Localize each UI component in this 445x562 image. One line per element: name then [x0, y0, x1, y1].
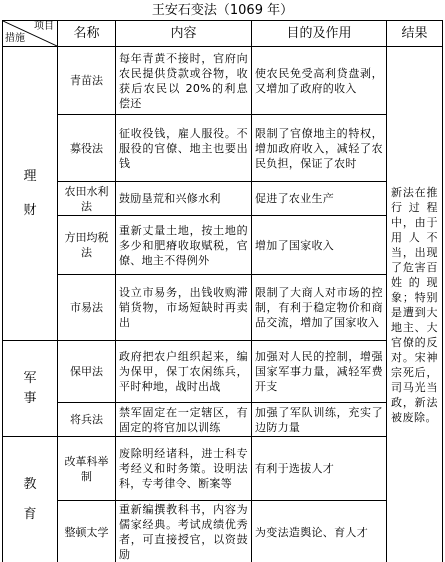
reform-name: 保甲法	[58, 341, 116, 403]
reform-name: 将兵法	[58, 403, 116, 437]
diagonal-header-cell	[3, 21, 58, 47]
table-row	[3, 182, 443, 216]
category-finance: 理 财	[3, 47, 58, 341]
reform-content: 重新编撰教科书，内容为儒家经典。考试成绩优秀者，可直接授官，以资鼓励	[116, 501, 252, 562]
page-title: 王安石变法（1069 年）	[151, 3, 294, 18]
reform-table	[2, 20, 443, 562]
reform-purpose: 促进了农业生产	[252, 182, 387, 216]
header-name: 名称	[58, 21, 116, 47]
reform-content: 鼓励垦荒和兴修水利	[116, 182, 252, 216]
reform-content: 重新丈量土地，按土地的多少和肥瘠收取赋税，官僚、地主不得例外	[116, 216, 252, 275]
reform-name: 整顿太学	[58, 501, 116, 562]
table-row	[3, 115, 443, 182]
reform-purpose: 限制了官僚地主的特权，增加政府收入，减轻了农民负担，保证了农时	[252, 115, 387, 182]
reform-name: 方田均税法	[58, 216, 116, 275]
reform-purpose: 限制了大商人对市场的控制，有利于稳定物价和商品交流，增加了国家收入	[252, 275, 387, 341]
reform-content: 征收役钱，雇人服役。不服役的官僚、地主也要出钱	[116, 115, 252, 182]
table-row	[3, 275, 443, 341]
reform-content: 设立市易务，出钱收购滞销货物，市场短缺时再卖出	[116, 275, 252, 341]
result-cell: 新法在推行过程中，由于用人不当，出现了危害百姓的现象；特别是遭到大地主、大官僚的反对。宋神宗死后，司马光当政，新法被废除。	[387, 47, 443, 562]
table-row	[3, 47, 443, 115]
reform-name: 市易法	[58, 275, 116, 341]
reform-name: 改革科举制	[58, 437, 116, 501]
reform-purpose: 有利于选拔人才	[252, 437, 387, 501]
header-measure-label: 措施	[5, 33, 25, 44]
category-military: 军 事	[3, 341, 58, 437]
reform-content: 政府把农户组织起来，编为保甲，保丁农闲练兵，平时种地，战时出战	[116, 341, 252, 403]
header-purpose: 目的及作用	[252, 21, 387, 47]
header-row	[3, 21, 443, 47]
category-education: 教 育	[3, 437, 58, 562]
table-row	[3, 341, 443, 403]
reform-content: 废除明经诸科，进士科专考经义和时务策。设明法科，专考律令、断案等	[116, 437, 252, 501]
reform-name: 募役法	[58, 115, 116, 182]
reform-content: 每年青黄不接时，官府向农民提供贷款或谷物，收获后农民以 20%的利息偿还	[116, 47, 252, 115]
header-item-label: 项目	[34, 21, 54, 32]
header-result: 结果	[387, 21, 443, 47]
header-content: 内容	[116, 21, 252, 47]
reform-purpose: 增加了国家收入	[252, 216, 387, 275]
reform-content: 禁军固定在一定辖区，有固定的将官加以训练	[116, 403, 252, 437]
table-row	[3, 437, 443, 501]
reform-name: 青苗法	[58, 47, 116, 115]
reform-purpose: 加强对人民的控制，增强国家军事力量，减轻军费开支	[252, 341, 387, 403]
reform-purpose: 加强了军队训练，充实了边防力量	[252, 403, 387, 437]
reform-purpose: 使农民免受高利贷盘剥，又增加了政府的收入	[252, 47, 387, 115]
table-row	[3, 501, 443, 562]
reform-name: 农田水利法	[58, 182, 116, 216]
table-row	[3, 403, 443, 437]
reform-purpose: 为变法造舆论、育人才	[252, 501, 387, 562]
table-row	[3, 216, 443, 275]
